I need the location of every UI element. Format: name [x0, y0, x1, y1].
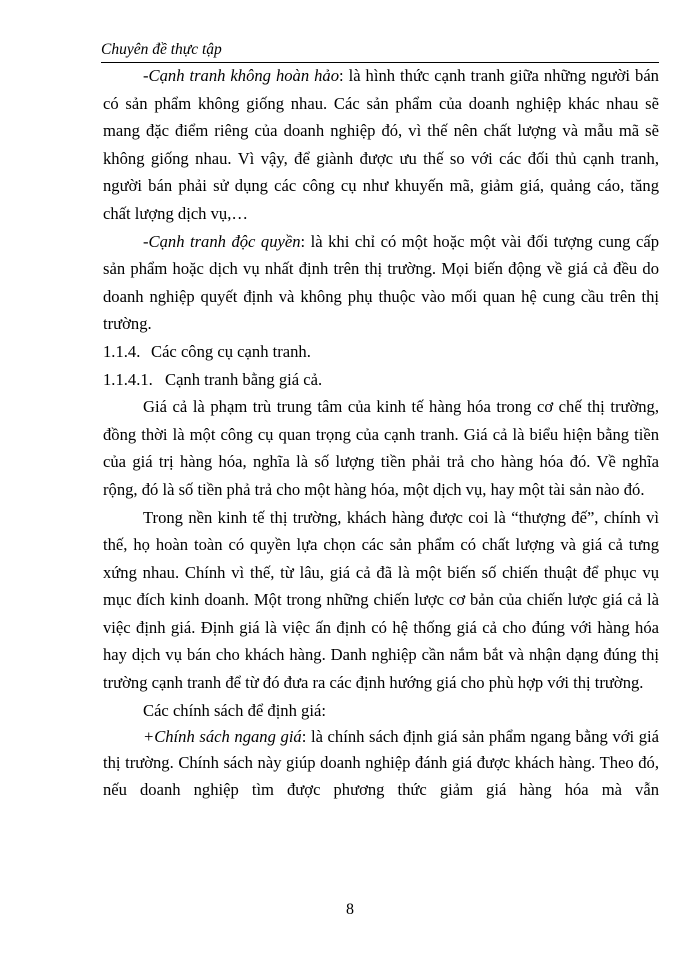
header-title: Chuyên đề thực tập	[101, 41, 222, 58]
page-header	[101, 40, 659, 63]
paragraph-market-economy: Trong nền kinh tế thị trường, khách hàng được coi là “thượng đế”, chính vì thế, họ hoàn toàn có quyền lựa chọn các sản phẩm có chất lượng và giá cả tưng xứng nhau. Chính vì thế, từ lâu, giá cả đã là một biến số chiến thuật để phục vụ mục đích kinh doanh. Một trong những chiến lược cơ bản của chiến lược giá cả là việc định giá. Định giá là việc ấn định có hệ thống giá cả cho đúng với hàng hóa hay dịch vụ bán cho khách hàng. Danh nghiệp cần nắm bắt và nhận dạng đúng thị trường cạnh tranh để từ đó đưa ra các định hướng giá cho phù hợp với thị trường.	[103, 507, 659, 693]
paragraph-text: : là khi chỉ có một hoặc một vài đối tượng cung cấp sản phẩm hoặc dịch vụ nhất định trên thị trường. Mọi biến động về giá cả đều do doanh nghiệp quyết định và không phụ thuộc vào mối quan hệ cung cầu trên thị trường.	[103, 231, 659, 334]
section-heading-1-1-4-1	[103, 366, 659, 394]
paragraph-price-definition: Giá cả là phạm trù trung tâm của kinh tế hàng hóa trong cơ chế thị trường, đồng thời là một công cụ quan trọng của cạnh tranh. Giá cả là biểu hiện bằng tiền của giá trị hàng hóa, nghĩa là số lượng tiền phải trả cho hàng hóa đó. Về nghĩa rộng, đó là số tiền phả trả cho một hàng hóa, một dịch vụ, hay một tài sản nào đó.	[103, 397, 659, 499]
document-body	[103, 62, 659, 803]
paragraph-pricing-policies: Các chính sách để định giá:	[143, 700, 326, 720]
paragraph-imperfect-competition	[103, 62, 659, 228]
paragraph-text: : là chính sách định giá sản phẩm ngang bằng với giá thị trường. Chính sách này giúp doanh nghiệp đánh giá được khách hàng. Theo đó, nếu doanh nghiệp tìm được phương thức giảm giá hàng hóa mà vẫn	[103, 727, 659, 799]
term-parity-pricing: +Chính sách ngang giá	[143, 727, 302, 747]
section-heading-1-1-4	[103, 338, 659, 366]
section-title: Cạnh tranh bằng giá cả.	[165, 369, 323, 389]
paragraph-monopoly-competition	[103, 228, 659, 338]
paragraph-parity-pricing	[103, 724, 659, 803]
term-monopoly-competition: -Cạnh tranh độc quyền	[143, 231, 301, 251]
section-number: 1.1.4.1.	[103, 369, 153, 389]
term-imperfect-competition: -Cạnh tranh không hoàn hảo	[143, 66, 339, 85]
section-number: 1.1.4.	[103, 341, 141, 361]
section-title: Các công cụ cạnh tranh.	[151, 341, 311, 361]
paragraph-text: : là hình thức cạnh tranh giữa những người bán có sản phẩm không giống nhau. Các sản phẩm của doanh nghiệp khác nhau sẽ mang đặc điểm riêng của doanh nghiệp đó, vì thế nên chất lượng và mẫu mã sẽ không giống nhau. Vì vậy, để giành được ưu thế so với các đối thủ cạnh tranh, người bán phải sử dụng các công cụ như khuyến mã, giảm giá, quảng cáo, tăng chất lượng dịch vụ,…	[103, 66, 659, 223]
page-number: 8	[346, 901, 354, 918]
